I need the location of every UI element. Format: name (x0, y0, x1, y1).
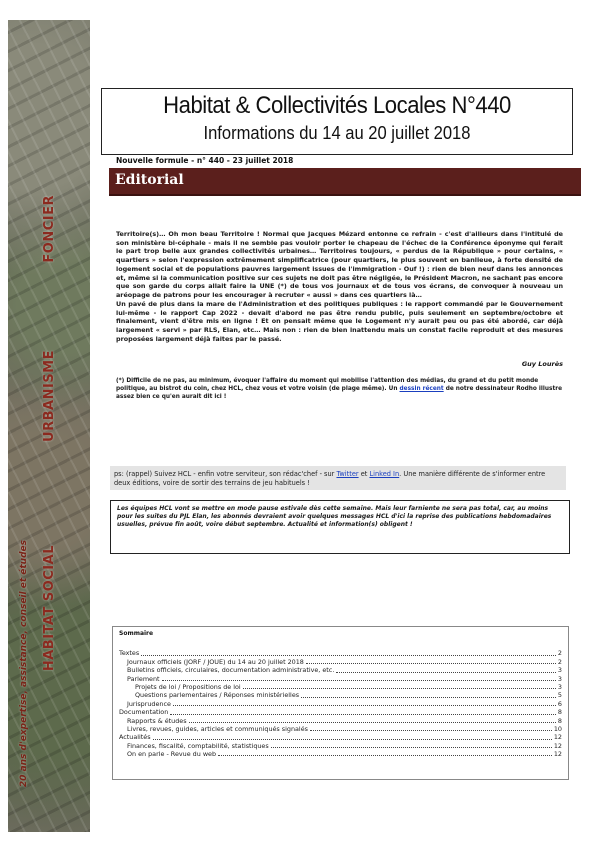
toc-entry-page: 3 (557, 682, 562, 691)
toc-leader-dots (271, 747, 552, 748)
toc-entry-page: 8 (557, 708, 562, 717)
linkedin-link[interactable]: Linked In (369, 470, 400, 478)
toc-entry-page: 12 (553, 741, 562, 750)
toc-entry-page: 10 (553, 724, 562, 733)
toc-leader-dots (301, 697, 556, 698)
section-header-label: Editorial (115, 172, 184, 188)
toc-entry-label: Actualités (119, 733, 151, 742)
toc-leader-dots (141, 655, 556, 656)
toc-entry[interactable] (119, 733, 562, 741)
footnote-text-start: (*) Difficile de ne pas, au minimum, évoquer l'affaire du moment qui mobilise l'attention des médias, du grand et du petit monde politique, au bistrot du coin, chez HCL, chez vous et votre voisin (de plage même). Un (116, 378, 539, 392)
ps-and: et (358, 470, 370, 478)
ps-prefix: ps: (rappel) Suivez HCL - enfin votre serviteur, son rédac'chef - sur (114, 470, 337, 478)
sidebar-word-habitat-social: HABITAT SOCIAL (42, 545, 57, 672)
toc-entry-label: Jurisprudence (127, 699, 171, 708)
toc-entry-page: 8 (557, 716, 562, 725)
sidebar-tagline: 20 ans d'expertise, assistance, conseil et études (19, 540, 29, 788)
toc-leader-dots (218, 755, 552, 756)
editorial-signature: Guy Lourès (521, 360, 563, 368)
toc-leader-dots (310, 730, 552, 731)
toc-entry-page: 2 (557, 649, 562, 658)
toc-entry-page: 12 (553, 733, 562, 742)
toc-entry-label: On en parle - Revue du web (127, 750, 217, 759)
toc-leader-dots (189, 722, 556, 723)
toc-entry-label: Journaux officiels (JORF / JOUE) du 14 au 20 juillet 2018 (127, 657, 304, 666)
newsletter-header (101, 88, 573, 155)
toc-entry[interactable] (119, 666, 562, 674)
toc-entry-label: Textes (119, 649, 140, 658)
toc-entry-label: Bulletins officiels, circulaires, documentation administrative, etc. (127, 666, 335, 675)
toc-entry-page: 6 (557, 699, 562, 708)
sidebar-aerial-photo (8, 20, 90, 832)
ps-box (110, 466, 566, 490)
toc-leader-dots (173, 705, 556, 706)
toc-entry[interactable] (119, 657, 562, 665)
toc-entry[interactable] (119, 708, 562, 716)
sidebar-word-foncier: FONCIER (42, 195, 57, 263)
edition-line: Nouvelle formule - n° 440 - 23 juillet 2018 (116, 156, 294, 165)
ps-suffix: . Une manière différente de s'informer entre deux éditions, voire de sortir des terrains de jeu habituels ! (114, 470, 546, 487)
toc-entry-page: 2 (557, 657, 562, 666)
toc-leader-dots (153, 739, 552, 740)
table-of-contents (112, 626, 569, 780)
editorial-paragraph-1: Territoire(s)… Oh mon beau Territoire ! Normal que Jacques Mézard entonne ce refrain - c'est d'ailleurs dans l'intitulé de son ministère bi-céphale - mais il ne semble pas vouloir porter le chapeau de l'échec de la Conférence éponyme qui ferait le part trop belle aux grandes collectivités urbaines… Territoires toujours, « perdus de la République » pour certains, « quartiers » selon l'expression extrêmement simplificatrice (pour quartiers, le plus souvent en banlieue, à forte densité de logement social et de populations pauvres largement issues de l'immigration - Ouf !) : rien de bien neuf dans les annonces et, même si la communication positive sur ces sujets ne doit pas être négligée, le Président Macron, ne sachant pas encore que son garde du corps allait faire la UNE (*) de tous vos journaux et de tous vos écrans, de convoquer à nouveau un aréopage de patrons pour les encourager à recruter « aussi » dans ces quartiers là… (116, 230, 563, 299)
twitter-link[interactable]: Twitter (336, 470, 359, 478)
sidebar-word-urbanisme: URBANISME (42, 350, 57, 442)
toc-entry-label: Parlement (127, 674, 160, 683)
toc-entry-label: Questions parlementaires / Réponses ministérielles (135, 691, 300, 700)
toc-entry[interactable] (119, 716, 562, 724)
toc-entry-label: Projets de loi / Propositions de loi (135, 682, 241, 691)
toc-entry[interactable] (119, 741, 562, 749)
toc-entry-label: Documentation (119, 708, 169, 717)
toc-entry[interactable] (119, 674, 562, 682)
toc-leader-dots (306, 663, 556, 664)
editorial-paragraph-2: Un pavé de plus dans la mare de l'Administration et des politiques publiques : le rapport commandé par le Gouvernement lui-même - le rapport Cap 2022 - devait d'abord ne pas être rendu public, puis seulement en septembre/octobre et finalement, vient d'être mis en ligne ! Et on pensait même que le Logement n'y aurait peu ou pas été abordé, car déjà largement « servi » par RLS, Elan, etc… Mais non : rien de bien inattendu mais un constat facile reproduit et des mesures proposées largement déjà faites par le passé. (116, 300, 563, 343)
toc-leader-dots (336, 672, 556, 673)
toc-entry-label: Finances, fiscalité, comptabilité, statistiques (127, 741, 269, 750)
toc-leader-dots (170, 714, 556, 715)
editorial-footnote (116, 377, 563, 401)
toc-entry-page: 12 (553, 750, 562, 759)
toc-entry-label: Rapports & études (127, 716, 187, 725)
newsletter-title: Habitat & Collectivités Locales N°440 (163, 92, 511, 119)
toc-entry-label: Livres, revues, guides, articles et communiqués signalés (127, 724, 308, 733)
toc-entry-page: 3 (557, 666, 562, 675)
ps-text (114, 470, 562, 487)
toc-entry-page: 3 (557, 674, 562, 683)
summer-notice-text: Les équipes HCL vont se mettre en mode pause estivale dès cette semaine. Mais leur farniente ne sera pas total, car, au moins pour les suites du PJL Elan, les abonnés devraient avoir quelques messages HCL d'ici la reprise des publications hebdomadaires usuelles, prévue fin août, voire début septembre. Actualité et information(s) obligent ! (117, 505, 552, 529)
toc-entry[interactable] (119, 750, 562, 758)
toc-leader-dots (243, 688, 556, 689)
toc-heading: Sommaire (119, 630, 154, 637)
toc-entry[interactable] (119, 691, 562, 699)
toc-entry[interactable] (119, 683, 562, 691)
toc-list (119, 649, 562, 758)
toc-entry-page: 5 (557, 691, 562, 700)
newsletter-subtitle: Informations du 14 au 20 juillet 2018 (203, 123, 471, 143)
toc-entry[interactable] (119, 649, 562, 657)
footnote-link-drawing[interactable]: dessin récent (399, 386, 444, 392)
summer-notice-box (110, 500, 570, 554)
toc-entry[interactable] (119, 699, 562, 707)
footnote-text-end: de notre dessinateur Rodho illustre assez bien ce qu'en aurait dit ici ! (116, 386, 563, 400)
toc-entry[interactable] (119, 725, 562, 733)
section-header-editorial (109, 168, 581, 196)
toc-leader-dots (162, 680, 556, 681)
